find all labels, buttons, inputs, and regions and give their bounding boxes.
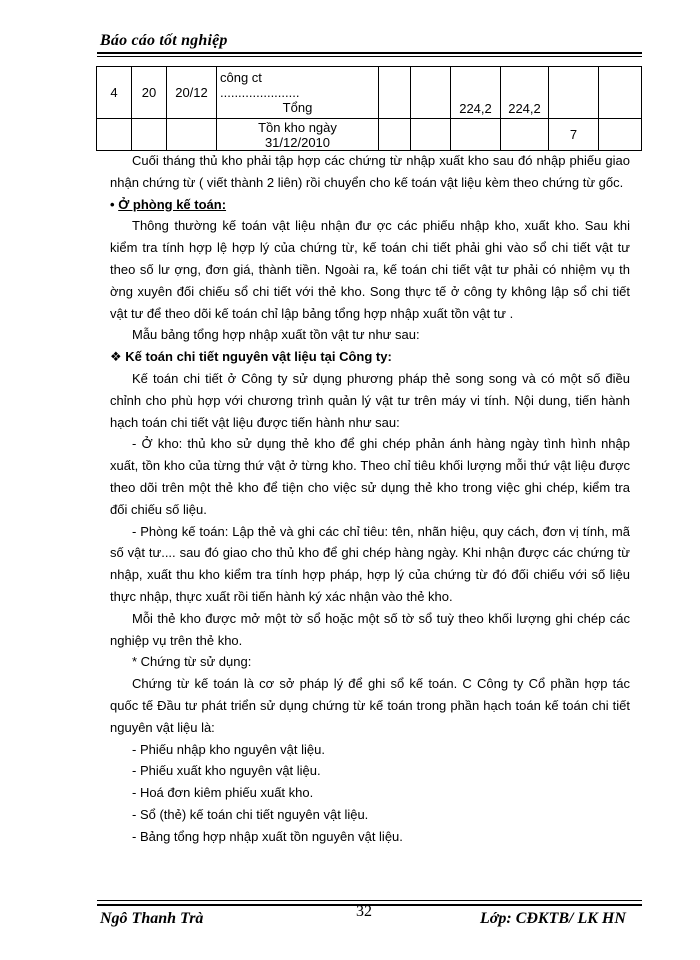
table-cell: 224,2 <box>451 67 501 119</box>
paragraph: Mỗi thẻ kho được mở một tờ sổ hoặc một số tờ sổ tuỳ theo khối lượng ghi chép các nghiệp vụ trên thẻ kho. <box>110 610 630 648</box>
cell-line: Tồn kho ngày <box>258 119 337 135</box>
table-row <box>97 67 642 119</box>
section-heading <box>110 346 630 368</box>
document-body <box>110 150 630 848</box>
footer-rule-thin <box>97 900 642 901</box>
list-item: - Sổ (thẻ) kế toán chi tiết nguyên vật liệu. <box>132 806 369 822</box>
table-cell <box>599 67 642 119</box>
diamond-bullet-icon: ❖ <box>110 349 122 365</box>
table-cell <box>411 67 451 119</box>
list-item: - Hoá đơn kiêm phiếu xuất kho. <box>132 785 314 801</box>
paragraph: - Phòng kế toán: Lập thẻ và ghi các chỉ tiêu: tên, nhãn hiệu, quy cách, đơn vị tính, mã số vật tư.... sau đó giao cho thủ kho để ghi chép hàng ngày. Khi nhận được các chứng từ nhập, xuất thu kho kiểm tra tính hợp pháp, hợp lý của chứng từ đó đối chiếu với số liệu thực nhập, thực xuất rồi tiến hành ký xác nhận vào thẻ kho. <box>110 523 630 604</box>
paragraph: Kế toán chi tiết ở Công ty sử dụng phương pháp thẻ song song và có một số điều chỉnh cho phù hợp với chương trình quản lý vật tư trên máy vi tính. Nội dung, tiến hành hạch toán chi tiết vật liệu được tiến hành như sau: <box>110 370 630 430</box>
page-number: 32 <box>356 903 372 920</box>
inventory-table <box>96 66 642 151</box>
table-cell: 7 <box>549 119 599 151</box>
list-item: - Phiếu nhập kho nguyên vật liệu. <box>132 741 325 757</box>
cell-line: Tổng <box>282 100 313 115</box>
header-rule <box>97 52 642 54</box>
table-cell: 224,2 <box>501 67 549 119</box>
heading-text: Kế toán chi tiết nguyên vật liệu tại Công ty: <box>125 349 392 365</box>
page-header-title: Báo cáo tốt nghiệp <box>100 32 228 49</box>
table-cell <box>379 119 411 151</box>
table-cell-description <box>217 119 379 151</box>
cell-line: 31/12/2010 <box>264 134 331 150</box>
table-cell <box>501 119 549 151</box>
footer-class: Lớp: CĐKTB/ LK HN <box>480 910 626 927</box>
table-cell <box>451 119 501 151</box>
table-cell <box>132 119 167 151</box>
table-cell <box>599 119 642 151</box>
paragraph: - Ở kho: thủ kho sử dụng thẻ kho để ghi chép phản ánh hàng ngày tình hình nhập xuất, tồn kho của từng thứ vật ở từng kho. Theo chỉ tiêu khối lượng mỗi thứ vật liệu được theo dõi trên một thẻ kho để tiện cho việc sử dụng thẻ kho trong việc ghi chép, kiểm tra đối chiếu số liệu. <box>110 436 630 517</box>
paragraph: * Chứng từ sử dụng: <box>132 654 252 670</box>
table-cell: 20/12 <box>167 67 217 119</box>
paragraph: Chứng từ kế toán là cơ sở pháp lý để ghi sổ kế toán. C Công ty Cổ phần hợp tác quốc tế Đầu tư phát triển sử dụng chứng từ kế toán trong phần hạch toán kế toán chi tiết nguyên vật liệu là: <box>110 676 630 735</box>
table-cell <box>97 119 132 151</box>
table-cell <box>379 67 411 119</box>
table-cell-description <box>217 67 379 119</box>
cell-line: ...................... <box>220 85 300 100</box>
footer-author: Ngô Thanh Trà <box>100 910 204 927</box>
bullet-icon: • <box>110 196 115 212</box>
paragraph: Thông thường kế toán vật liệu nhận đư ợc các phiếu nhập kho, xuất kho. Sau khi kiểm tra tính hợp lệ hợp lý của chứng từ, kế toán chi tiết phải ghi vào sổ chi tiết vật tư theo số lư ợng, đơn giá, thành tiền. Ngoài ra, kế toán chi tiết vật tư phải có nhiệm vụ th ờng xuyên đối chiếu sổ chi tiết với thẻ kho. Song thực tế ở công ty không lập sổ chi tiết vật tư để theo dõi kế toán chỉ lập bảng tổng hợp nhập xuất tồn vật tư . <box>110 218 630 321</box>
table-row <box>97 119 642 151</box>
table-cell <box>549 67 599 119</box>
table-cell <box>167 119 217 151</box>
paragraph: Mẫu bảng tổng hợp nhập xuất tồn vật tư như sau: <box>132 327 420 343</box>
section-heading <box>110 194 630 216</box>
list-item: - Phiếu xuất kho nguyên vật liệu. <box>132 763 321 779</box>
table-cell <box>411 119 451 151</box>
table-cell: 4 <box>97 67 132 119</box>
header-rule-thin <box>97 56 642 57</box>
list-item: - Bảng tổng hợp nhập xuất tồn nguyên vật liệu. <box>132 828 403 844</box>
cell-line: công ct <box>220 70 262 85</box>
paragraph: Cuối tháng thủ kho phải tập hợp các chứng từ nhập xuất kho sau đó nhập phiếu giao nhận chứng từ ( viết thành 2 liên) rồi chuyển cho kế toán vật liệu kèm theo chứng từ gốc. <box>110 153 630 190</box>
table-cell: 20 <box>132 67 167 119</box>
heading-text: Ở phòng kế toán: <box>118 196 227 212</box>
